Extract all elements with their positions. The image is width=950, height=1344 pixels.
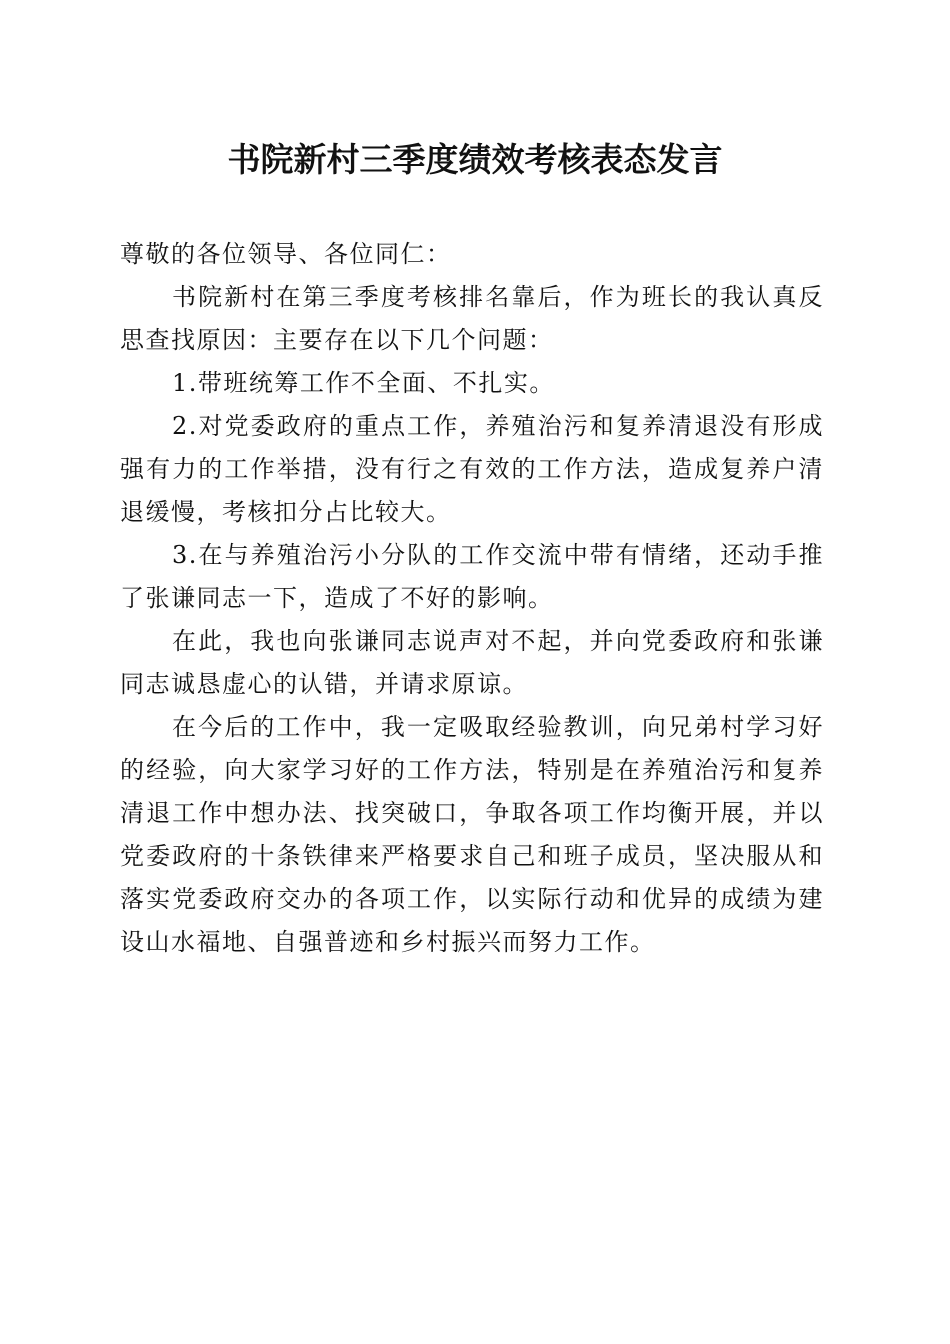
paragraph-apology: 在此，我也向张谦同志说声对不起，并向党委政府和张谦同志诚恳虚心的认错，并请求原谅。 — [120, 627, 824, 698]
paragraph-issue-3: 3.在与养殖治污小分队的工作交流中带有情绪，还动手推了张谦同志一下，造成了不好的影响。 — [120, 541, 824, 612]
salutation: 尊敬的各位领导、各位同仁： — [120, 240, 452, 268]
paragraph-issue-1: 1.带班统筹工作不全面、不扎实。 — [172, 369, 555, 397]
document-body — [120, 233, 824, 964]
paragraph-issue-2: 2.对党委政府的重点工作，养殖治污和复养清退没有形成强有力的工作举措，没有行之有效的工作方法，造成复养户清退缓慢，考核扣分占比较大。 — [120, 412, 824, 526]
paragraph-intro: 书院新村在第三季度考核排名靠后，作为班长的我认真反思查找原因：主要存在以下几个问题： — [120, 283, 824, 354]
paragraph-commitment: 在今后的工作中，我一定吸取经验教训，向兄弟村学习好的经验，向大家学习好的工作方法，特别是在养殖治污和复养清退工作中想办法、找突破口，争取各项工作均衡开展，并以党委政府的十条铁律来严格要求自己和班子成员，坚决服从和落实党委政府交办的各项工作，以实际行动和优异的成绩为建设山水福地、自强普迹和乡村振兴而努力工作。 — [120, 713, 824, 956]
document-title: 书院新村三季度绩效考核表态发言 — [227, 140, 723, 179]
